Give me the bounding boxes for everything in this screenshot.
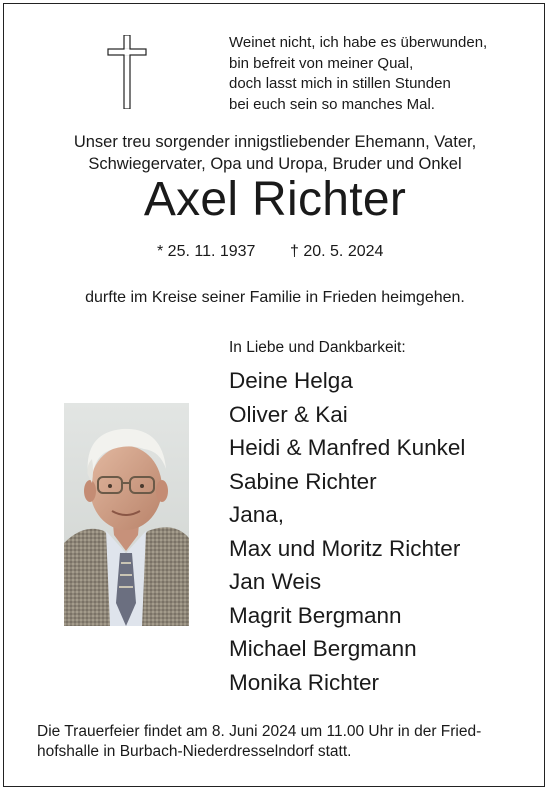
passing-statement: durfte im Kreise seiner Familie in Frieden heimgehen. bbox=[85, 289, 465, 306]
mourner-name: Monika Richter bbox=[229, 669, 380, 695]
mourner-name: Oliver & Kai bbox=[229, 401, 348, 427]
intro-line: Unser treu sorgender innigstliebender Ehemann, Vater, bbox=[73, 133, 477, 151]
birth-date: * 25. 11. 1937 bbox=[157, 243, 256, 260]
funeral-info-line: Die Trauerfeier findet am 8. Juni 2024 um 11.00 Uhr in der Fried- bbox=[37, 723, 482, 740]
mourner-name: Magrit Bergmann bbox=[229, 602, 402, 628]
intro-line: Schwiegervater, Opa und Uropa, Bruder und Onkel bbox=[88, 155, 462, 173]
deceased-name: Axel Richter bbox=[143, 173, 407, 226]
poem-line: bei euch sein so manches Mal. bbox=[229, 95, 435, 113]
poem-line: bin befreit von meiner Qual, bbox=[229, 54, 414, 72]
death-date: † 20. 5. 2024 bbox=[290, 243, 384, 260]
mourner-name: Michael Bergmann bbox=[229, 636, 417, 661]
poem-line: Weinet nicht, ich habe es überwunden, bbox=[229, 34, 488, 51]
mourner-name: Jan Weis bbox=[229, 569, 322, 594]
funeral-info-line: hofshalle in Burbach-Niederdresselndorf statt. bbox=[37, 742, 352, 760]
funeral-info bbox=[37, 722, 517, 761]
poem bbox=[229, 33, 529, 115]
mourner-name: Heidi & Manfred Kunkel bbox=[229, 435, 466, 460]
mourner-name: Max und Moritz Richter bbox=[229, 535, 461, 561]
portrait-photo bbox=[64, 403, 189, 626]
mourner-name: Deine Helga bbox=[229, 368, 353, 393]
gratitude-heading: In Liebe und Dankbarkeit: bbox=[229, 339, 406, 356]
mourners-list bbox=[229, 364, 465, 699]
mourner-name: Sabine Richter bbox=[229, 468, 377, 494]
mourner-name: Jana, bbox=[229, 502, 285, 527]
intro-text bbox=[0, 131, 550, 175]
cross-icon bbox=[107, 35, 147, 109]
poem-line: doch lasst mich in stillen Stunden bbox=[229, 75, 451, 92]
